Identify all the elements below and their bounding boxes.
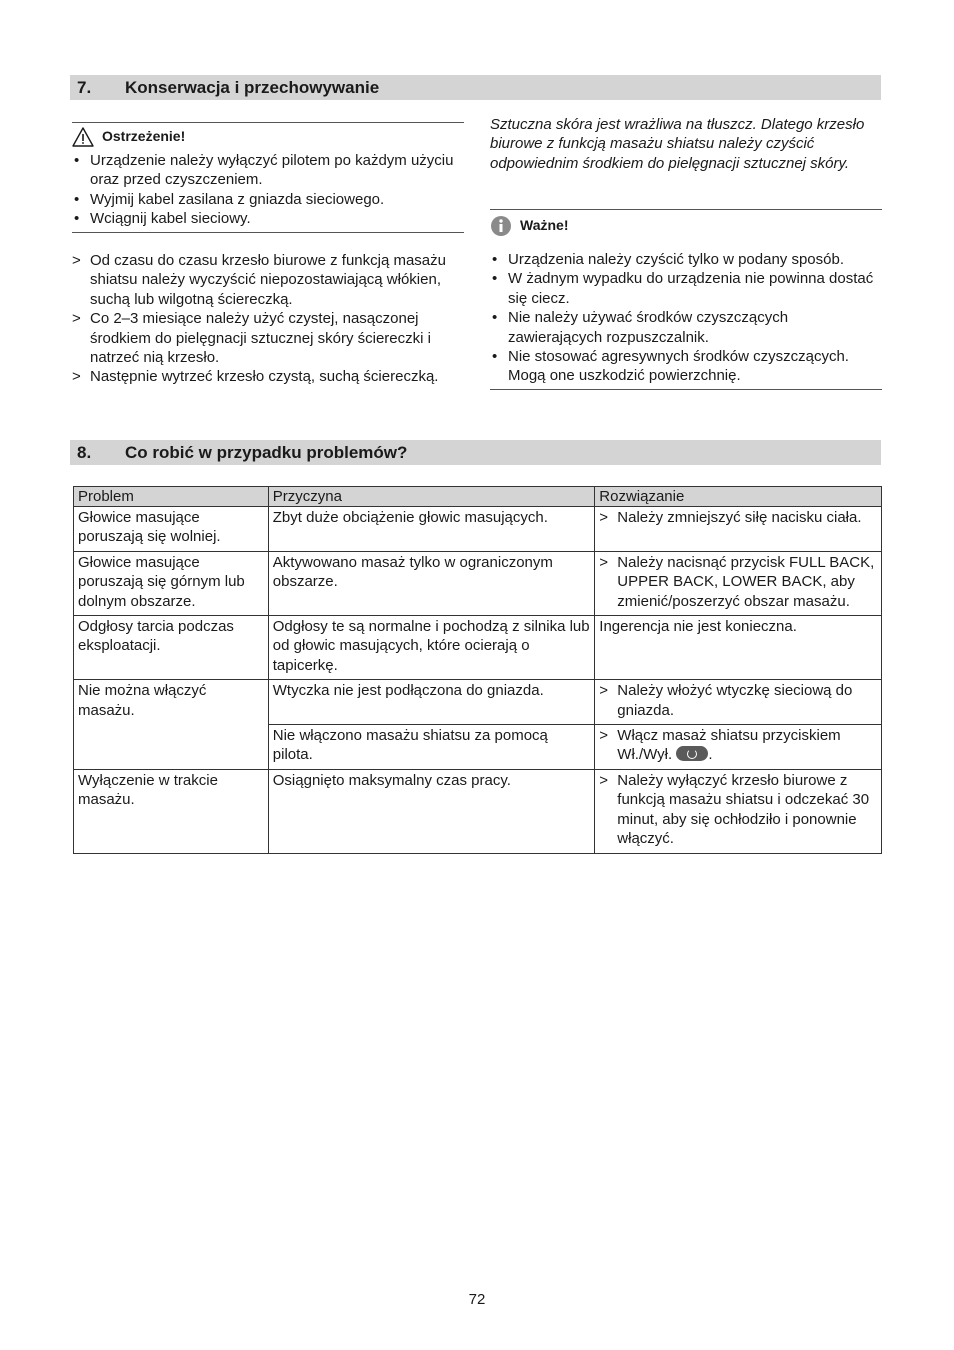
important-heading-text: Ważne! <box>520 217 569 234</box>
problem-cell: Głowice masujące poruszają się górnym lub dolnym obszarze. <box>74 551 269 615</box>
list-item: • W żadnym wypadku do urządzenia nie powinna dostać się ciecz. <box>490 269 882 308</box>
cause-cell: Odgłosy te są normalne i pochodzą z silnika lub od głowic masujących, które ocierają o tapicerkę. <box>268 616 595 680</box>
table-row <box>74 507 882 552</box>
solution-cell: Ingerencja nie jest konieczna. <box>595 616 882 680</box>
column-header: Rozwiązanie <box>595 487 882 507</box>
solution-text-main: Włącz masaż shiatsu przyciskiem Wł./Wył. <box>617 727 841 764</box>
cause-cell: Nie włączono masażu shiatsu za pomocą pilota. <box>268 725 595 770</box>
important-list <box>490 250 882 386</box>
problem-cell: Nie można włączyć masażu. <box>74 680 269 770</box>
step-item: > Co 2–3 miesiące należy użyć czystej, nasączonej środkiem do pielęgnacji sztucznej skóry ściereczki i natrzeć nią krzesło. <box>72 309 464 367</box>
step-item: > Następnie wytrzeć krzesło czystą, suchą ściereczką. <box>72 367 464 386</box>
list-item: • Nie stosować agresywnych środków czyszczących. Mogą one uszkodzić powierzchnię. <box>490 347 882 386</box>
table-header-row <box>74 487 882 507</box>
problem-cell: Odgłosy tarcia podczas eksploatacji. <box>74 616 269 680</box>
page-number: 72 <box>468 1291 486 1308</box>
info-icon <box>490 215 512 237</box>
solution-text: > Należy nacisnąć przycisk FULL BACK, UPPER BACK, LOWER BACK, aby zmienić/poszerzyć obszar masażu. <box>599 553 877 611</box>
step-item: > Od czasu do czasu krzesło biurowe z funkcją masażu shiatsu należy wyczyścić niepozostawiającą włókien, suchą lub wilgotną ściereczką. <box>72 251 464 309</box>
table-row <box>74 551 882 615</box>
solution-cell <box>595 551 882 615</box>
warning-box <box>72 122 464 233</box>
solution-text: > Należy wyłączyć krzesło biurowe z funkcją masażu shiatsu i odczekać 30 minut, aby się ochłodziło i ponownie włączyć. <box>599 771 877 849</box>
important-box <box>490 209 882 390</box>
list-item: • Nie należy używać środków czyszczących zawierających rozpuszczalnik. <box>490 308 882 347</box>
section-8-header <box>70 440 881 465</box>
cause-cell: Osiągnięto maksymalny czas pracy. <box>268 769 595 853</box>
section-7-header <box>70 75 881 100</box>
column-header: Problem <box>74 487 269 507</box>
section-title: Konserwacja i przechowywanie <box>125 78 380 97</box>
column-header: Przyczyna <box>268 487 595 507</box>
table-row <box>74 616 882 680</box>
warning-triangle-icon <box>72 127 94 147</box>
list-item: • Urządzenie należy wyłączyć pilotem po każdym użyciu oraz przed czyszczeniem. <box>72 151 464 190</box>
solution-cell <box>595 507 882 552</box>
section-number: 8. <box>77 443 92 462</box>
cause-cell: Aktywowano masaż tylko w ograniczonym obszarze. <box>268 551 595 615</box>
solution-text: > Należy zmniejszyć siłę nacisku ciała. <box>599 508 877 527</box>
important-heading <box>490 212 882 240</box>
list-item: • Wciągnij kabel sieciowy. <box>72 209 464 228</box>
warning-heading <box>72 123 464 151</box>
list-item: • Urządzenia należy czyścić tylko w podany sposób. <box>490 250 882 269</box>
warning-heading-text: Ostrzeżenie! <box>102 128 186 145</box>
table-row <box>74 769 882 853</box>
solution-text: > Należy włożyć wtyczkę sieciową do gniazda. <box>599 681 877 720</box>
leather-note: Sztuczna skóra jest wrażliwa na tłuszcz. Dlatego krzesło biurowe z funkcją masażu shiatsu należy czyścić odpowiednim środkiem do pielęgnacji sztucznej skóry. <box>490 116 865 172</box>
problem-cell: Wyłączenie w trakcie masażu. <box>74 769 269 853</box>
solution-cell <box>595 725 882 770</box>
table-row <box>74 680 882 725</box>
problem-cell: Głowice masujące poruszają się wolniej. <box>74 507 269 552</box>
power-button-icon <box>676 746 708 761</box>
cause-cell: Wtyczka nie jest podłączona do gniazda. <box>268 680 595 725</box>
solution-text-suffix: . <box>708 746 713 764</box>
cleaning-steps <box>72 251 464 387</box>
solution-cell <box>595 680 882 725</box>
section-title: Co robić w przypadku problemów? <box>125 443 408 462</box>
section-number: 7. <box>77 78 92 97</box>
warning-list <box>72 151 464 229</box>
solution-cell <box>595 769 882 853</box>
troubleshooting-table <box>73 486 882 854</box>
cause-cell: Zbyt duże obciążenie głowic masujących. <box>268 507 595 552</box>
list-item: • Wyjmij kabel zasilana z gniazda sieciowego. <box>72 190 464 209</box>
solution-text <box>599 726 877 765</box>
